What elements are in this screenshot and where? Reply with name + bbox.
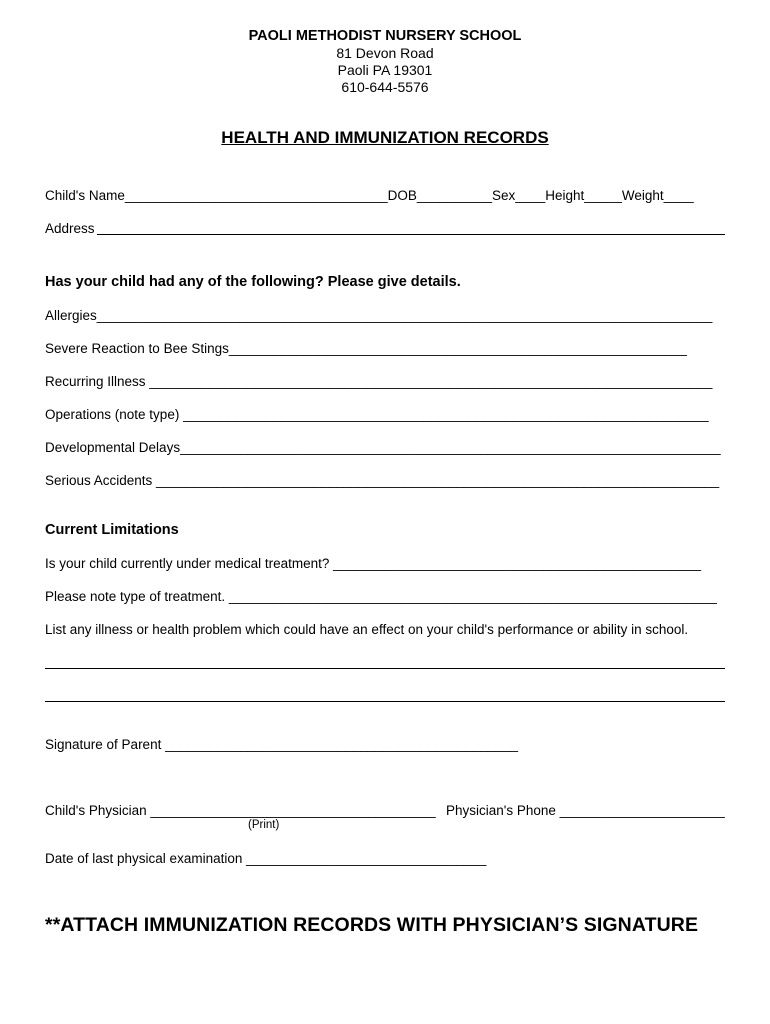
treatment-type-field[interactable]: Please note type of treatment. _________________________________________________________________ [45, 589, 717, 604]
form-title: HEALTH AND IMMUNIZATION RECORDS [221, 128, 549, 147]
illness-answer-line-2[interactable] [45, 701, 725, 702]
school-name: PAOLI METHODIST NURSERY SCHOOL [248, 28, 522, 44]
address-field[interactable] [97, 234, 725, 235]
parent-signature-field[interactable]: Signature of Parent _______________________________________________ [45, 737, 518, 752]
physician-field[interactable]: Child's Physician ______________________________________ [45, 803, 436, 818]
school-city: Paoli PA 19301 [337, 62, 433, 78]
serious-accidents-field[interactable]: Serious Accidents ___________________________________________________________________________ [45, 473, 720, 488]
recurring-illness-field[interactable]: Recurring Illness ___________________________________________________________________________ [45, 374, 713, 389]
illness-effect-prompt: List any illness or health problem which could have an effect on your child's performance or ability in school. [45, 622, 689, 637]
operations-field[interactable]: Operations (note type) ______________________________________________________________________ [45, 407, 709, 422]
limitations-heading: Current Limitations [45, 522, 179, 538]
medical-treatment-field[interactable]: Is your child currently under medical treatment? _________________________________________________ [45, 556, 702, 571]
allergies-field[interactable]: Allergies__________________________________________________________________________________ [45, 308, 713, 323]
developmental-delays-field[interactable]: Developmental Delays________________________________________________________________________ [45, 440, 721, 455]
child-info-row[interactable]: Child's Name___________________________________DOB__________Sex____Height_____Weight____ [45, 188, 694, 203]
print-label: (Print) [248, 819, 280, 831]
school-header [0, 28, 770, 96]
last-exam-field[interactable]: Date of last physical examination ________________________________ [45, 851, 487, 866]
bee-stings-field[interactable]: Severe Reaction to Bee Stings_____________________________________________________________ [45, 341, 687, 356]
history-heading: Has your child had any of the following? Please give details. [45, 274, 461, 290]
school-phone: 610-644-5576 [341, 79, 429, 95]
illness-answer-line-1[interactable] [45, 668, 725, 669]
address-label: Address [45, 221, 95, 236]
school-street: 81 Devon Road [336, 45, 434, 61]
physician-phone-field[interactable]: Physician's Phone ______________________ [446, 803, 725, 818]
attach-notice: **ATTACH IMMUNIZATION RECORDS WITH PHYSICIAN’S SIGNATURE [45, 914, 699, 936]
